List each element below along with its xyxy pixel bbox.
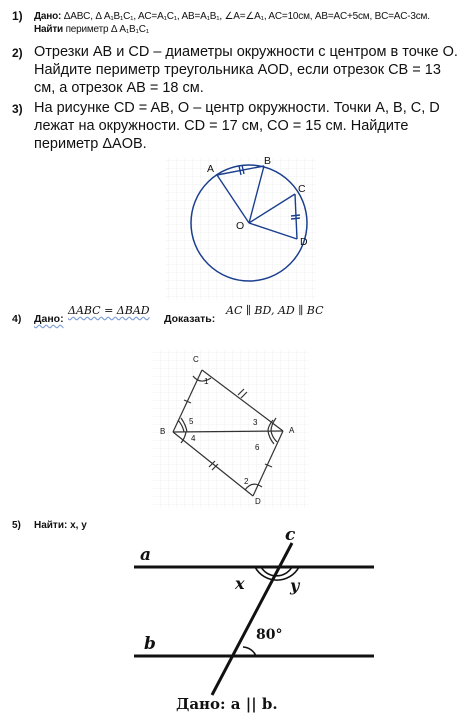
problem-1-find: периметр Δ A₁B₁C₁ [62,24,149,35]
label-d-quad: D [255,497,261,506]
problem-1-given-label: Дано: [34,11,62,22]
label-angle-6: 6 [255,443,260,452]
label-line-c: c [285,525,296,545]
label-line-a: a [140,545,152,565]
label-x: x [235,574,245,593]
label-b: B [264,155,272,167]
problem-4-prove-label: Доказать: [164,313,216,325]
label-o: O [236,220,245,232]
label-angle-80: 80° [256,627,283,643]
label-angle-4: 4 [191,434,196,443]
label-a-quad: A [289,426,295,435]
problem-4-given-expr: ΔABC = ΔBAD [68,304,150,317]
label-d: D [300,236,308,248]
label-angle-5: 5 [189,417,194,426]
label-a: A [207,163,215,175]
problem-2-text: Отрезки AB и CD – диаметры окружности с центром в точке O. Найдите периметр треугольника AOD, если отрезок CB = 13 см, а отрезок AB = 18 см. [34,44,458,96]
problem-5-given: Дано: a || b. [176,695,278,713]
label-b-quad: B [160,427,166,436]
label-line-b: b [144,634,156,654]
problem-2-number: 2) [12,46,23,60]
problem-1-given: ΔABC, Δ A₁B₁C₁, AC=A₁C₁, AB=A₁B₁, ∠A=∠A₁, AC=10см, AB=AC+5см, BC=AC-3см. [61,11,430,22]
problem-4-number: 4) [12,313,22,325]
label-angle-3: 3 [253,418,258,427]
problem-3-text: На рисунке CD = AB, O – центр окружности. Точки A, B, C, D лежат на окружности. CD = 17 см, CO = 15 см. Найдите периметр ΔAOB. [34,100,440,152]
problem-5-find: Найти: x, y [34,520,87,531]
problem-5-number: 5) [12,520,21,531]
label-c: C [298,183,306,195]
problem-1-number: 1) [12,9,23,23]
problem-4-given-label: Дано: [34,313,64,325]
label-c-quad: C [193,355,199,364]
problem-1-find-label: Найти [34,24,63,35]
problem-4-prove-expr: AC ∥ BD, AD ∥ BC [226,304,324,317]
label-y: y [290,576,300,595]
label-angle-1: 1 [204,377,209,386]
problem-3-number: 3) [12,102,23,116]
label-angle-2: 2 [244,477,249,486]
